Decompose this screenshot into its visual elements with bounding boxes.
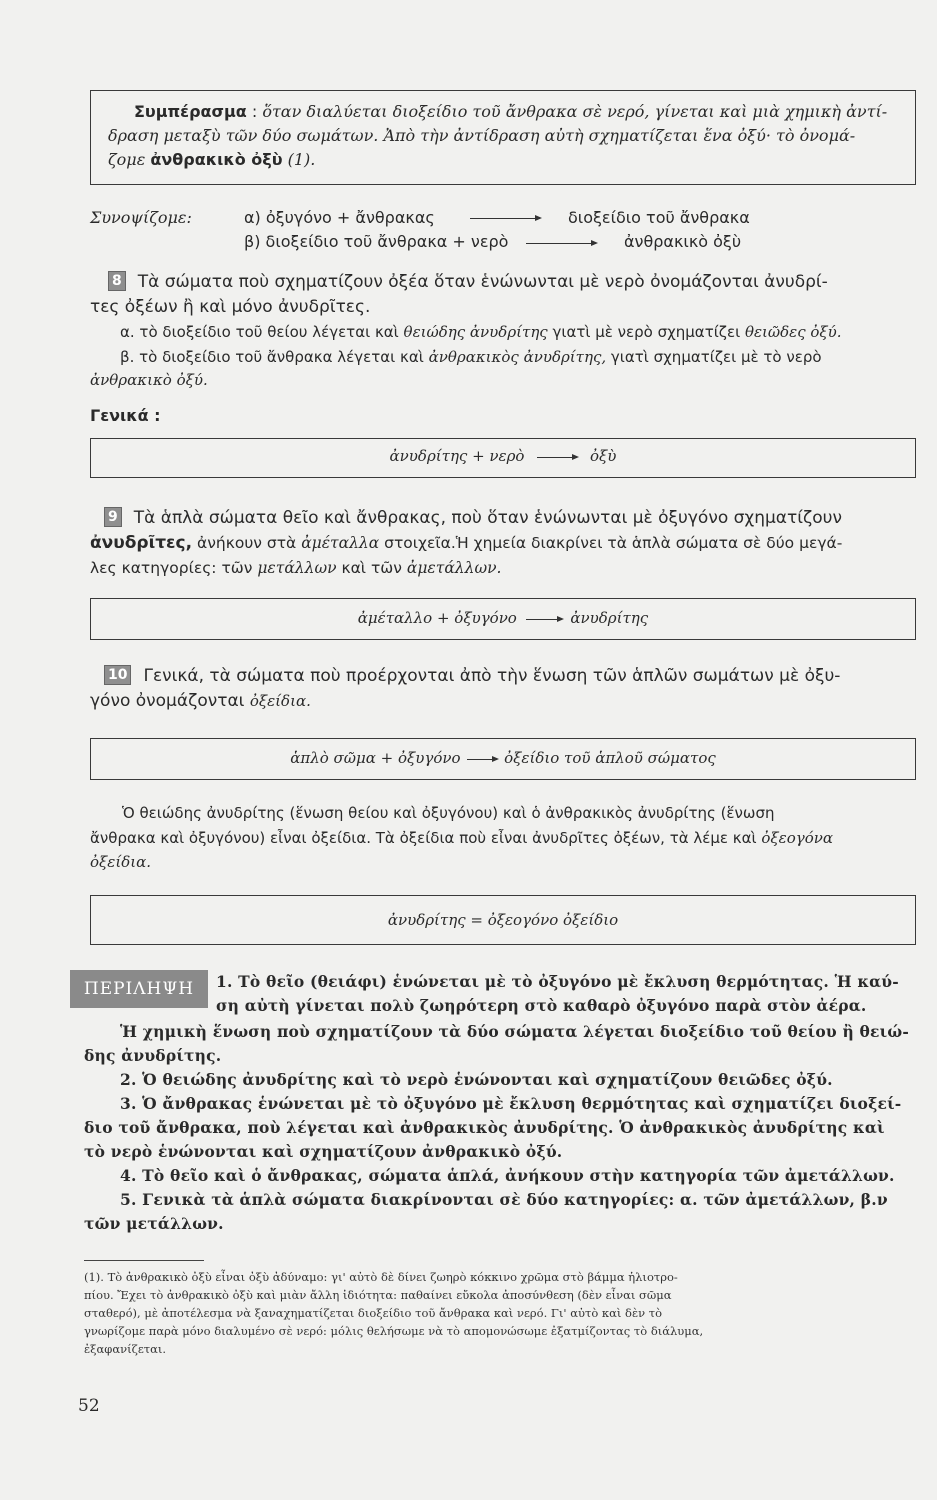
summary-eq-a-arrow — [470, 218, 540, 219]
summary-eq-a-right: διοξείδιο τοῦ ἄνθρακα — [568, 208, 750, 227]
summary-line-8: τὸ νερὸ ἑνώνονται καὶ σχηματίζουν ἀνθρακικὸ ὀξύ. — [84, 1142, 563, 1161]
summary-eq-a-left: α) ὀξυγόνο + ἄνθρακας — [244, 208, 435, 227]
s8-general-label: Γενικά : — [90, 406, 161, 425]
s8-equation-box — [90, 438, 916, 478]
s10-eq-arrow — [467, 759, 497, 760]
summary-line-1: 1. Τὸ θεῖο (θειάφι) ἑνώνεται μὲ τὸ ὀξυγόνο μὲ ἔκλυση θερμότητας. Ἡ καύ- — [216, 972, 899, 991]
s8-eq-arrow — [537, 457, 577, 458]
s10-para-2: ἄνθρακα καὶ ὀξυγόνου) εἶναι ὀξείδια. Τὰ ὀξείδια ποὺ εἶναι ἀνυδρῖτες ὀξέων, τὰ λέμε καὶ ὀξεογόνα — [90, 829, 834, 847]
s10-line-2: γόνο ὀνομάζονται ὀξείδια. — [90, 691, 311, 711]
summary-line-9: 4. Τὸ θεῖο καὶ ὁ ἄνθρακας, σώματα ἁπλά, ἀνήκουν στὴν κατηγορία τῶν ἀμετάλλων. — [120, 1166, 895, 1185]
footnote-line-4: γνωρίζομε παρὰ μόνο διαλυμένο σὲ νερό: μόλις θελήσωμε νὰ τὸ απομονώσωμε ἐξατμίζοντας τὸ διάλυμα, — [84, 1324, 704, 1338]
s10-equation2-box — [90, 895, 916, 945]
page-number: 52 — [78, 1396, 100, 1416]
summary-line-6: 3. Ὁ ἄνθρακας ἑνώνεται μὲ τὸ ὀξυγόνο μὲ ἔκλυση θερμότητας καὶ σχηματίζει διοξεί- — [120, 1094, 902, 1113]
summary-line-3: Ἡ χημικὴ ἕνωση ποὺ σχηματίζουν τὰ δύο σώματα λέγεται διοξείδιο τοῦ θείου ἢ θειώ- — [120, 1022, 909, 1041]
s9-equation: ἀμέταλλο + ὀξυγόνο ἀνυδρίτης — [357, 609, 649, 627]
footnote-line-1: (1). Τὸ ἀνθρακικὸ ὀξὺ εἶναι ὀξὺ ἀδύναμο: γι' αὐτὸ δὲ δίνει ζωηρὸ κόκκινο χρῶμα στὸ βάμμα ἡλιοτρο- — [84, 1270, 678, 1284]
conclusion-line-2: δραση μεταξὺ τῶν δύο σωμάτων. Ἀπὸ τὴν ἀντίδραση αὐτὴ σχηματίζεται ἕνα ὀξύ· τὸ ὀνομά- — [108, 126, 856, 145]
s10-number: 10 — [104, 665, 131, 685]
s10-para-3: ὀξείδια. — [90, 853, 152, 871]
s8-line-1: 8 Τὰ σώματα ποὺ σχηματίζουν ὀξέα ὅταν ἑνώνωνται μὲ νερὸ ὀνομάζονται ἀνυδρί- — [108, 270, 828, 294]
s8-line-a: α. τὸ διοξείδιο τοῦ θείου λέγεται καὶ θειώδης ἀνυδρίτης γιατὶ μὲ νερὸ σχηματίζει θειῶδες ὀξύ. — [120, 323, 842, 341]
summary-line-7: διο τοῦ ἄνθρακα, ποὺ λέγεται καὶ ἀνθρακικὸς ἀνυδρίτης. Ὁ ἀνθρακικὸς ἀνυδρίτης καὶ — [84, 1118, 885, 1137]
summary-eq-label: Συνοψίζομε: — [90, 208, 192, 227]
conclusion-line-1: Συμπέρασμα : ὅταν διαλύεται διοξείδιο τοῦ ἄνθρακα σὲ νερό, γίνεται καὶ μιὰ χημικὴ ἀντί- — [134, 102, 888, 121]
summary-line-5: 2. Ὁ θειώδης ἀνυδρίτης καὶ τὸ νερὸ ἑνώνονται καὶ σχηματίζουν θειῶδες ὀξύ. — [120, 1070, 833, 1089]
s8-line-b: β. τὸ διοξείδιο τοῦ ἄνθρακα λέγεται καὶ ἀνθρακικὸς ἀνυδρίτης, γιατὶ σχηματίζει μὲ τὸ νερὸ — [120, 348, 822, 366]
footnote-line-5: ἐξαφανίζεται. — [84, 1342, 167, 1356]
s9-number: 9 — [104, 507, 122, 527]
footnote-line-2: πίου. Ἔχει τὸ ἀνθρακικὸ ὀξὺ καὶ μιὰν ἄλλη ἰδιότητα: παθαίνει εὔκολα ἀποσύνθεση (δὲν εἶναι σῶμα — [84, 1288, 672, 1302]
footnote-divider — [84, 1260, 204, 1261]
s10-line-1: 10 Γενικά, τὰ σώματα ποὺ προέρχονται ἀπὸ τὴν ἕνωση τῶν ἁπλῶν σωμάτων μὲ ὀξυ- — [104, 664, 840, 688]
s8-line-b-cont: ἀνθρακικὸ ὀξύ. — [90, 371, 208, 389]
summary-eq-b-arrow — [526, 243, 596, 244]
summary-line-10: 5. Γενικὰ τὰ ἁπλὰ σώματα διακρίνονται σὲ δύο κατηγορίες: α. τῶν ἀμετάλλων, β.ν — [120, 1190, 888, 1209]
s9-eq-arrow — [526, 619, 562, 620]
summary-eq-b-left: β) διοξείδιο τοῦ ἄνθρακα + νερὸ — [244, 232, 509, 251]
summary-badge: ΠΕΡΙΛΗΨΗ — [70, 970, 208, 1008]
summary-line-2: ση αὐτὴ γίνεται πολὺ ζωηρότερη στὸ καθαρὸ ὀξυγόνο παρὰ στὸν ἀέρα. — [216, 996, 867, 1015]
conclusion-line-3: ζομε ἀνθρακικὸ ὀξὺ (1). — [108, 150, 316, 169]
footnote-line-3: σταθερό), μὲ ἀποτέλεσμα νὰ ξαναχηματίζεται διοξείδιο τοῦ ἄνθρακα καὶ νερό. Γι' αὐτὸ καὶ δὲν τὸ — [84, 1306, 663, 1320]
summary-eq-b-right: ἀνθρακικὸ ὀξὺ — [624, 232, 742, 251]
s9-equation-box — [90, 598, 916, 640]
summary-line-4: δης ἀνυδρίτης. — [84, 1046, 222, 1065]
summary-line-11: τῶν μετάλλων. — [84, 1214, 224, 1233]
conclusion-label: Συμπέρασμα — [134, 102, 247, 121]
s8-line-2: τες ὀξέων ἢ καὶ μόνο ἀνυδρῖτες. — [90, 297, 371, 317]
s10-equation2: ἀνυδρίτης = ὀξεογόνο ὀξείδιο — [387, 911, 619, 929]
s8-number: 8 — [108, 271, 126, 291]
s10-para-1: Ὁ θειώδης ἀνυδρίτης (ἕνωση θείου καὶ ὀξυγόνου) καὶ ὁ ἀνθρακικὸς ἀνυδρίτης (ἕνωση — [122, 804, 775, 822]
s8-equation: ἀνυδρίτης + νερὸ ὀξὺ — [389, 447, 617, 465]
s10-equation: ἁπλὸ σῶμα + ὀξυγόνο ὀξείδιο τοῦ ἁπλοῦ σώματος — [290, 749, 716, 767]
s10-equation-box — [90, 738, 916, 780]
s9-line-1: 9 Τὰ ἁπλὰ σώματα θεῖο καὶ ἄνθρακας, ποὺ ὅταν ἑνώνωνται μὲ ὀξυγόνο σχηματίζουν — [104, 506, 842, 530]
s9-line-3: λες κατηγορίες: τῶν μετάλλων καὶ τῶν ἀμετάλλων. — [90, 559, 502, 577]
s9-line-2: ἀνυδρῖτες, ἀνήκουν στὰ ἀμέταλλα στοιχεῖα.Ἡ χημεία διακρίνει τὰ ἁπλὰ σώματα σὲ δύο μεγά- — [90, 533, 843, 553]
